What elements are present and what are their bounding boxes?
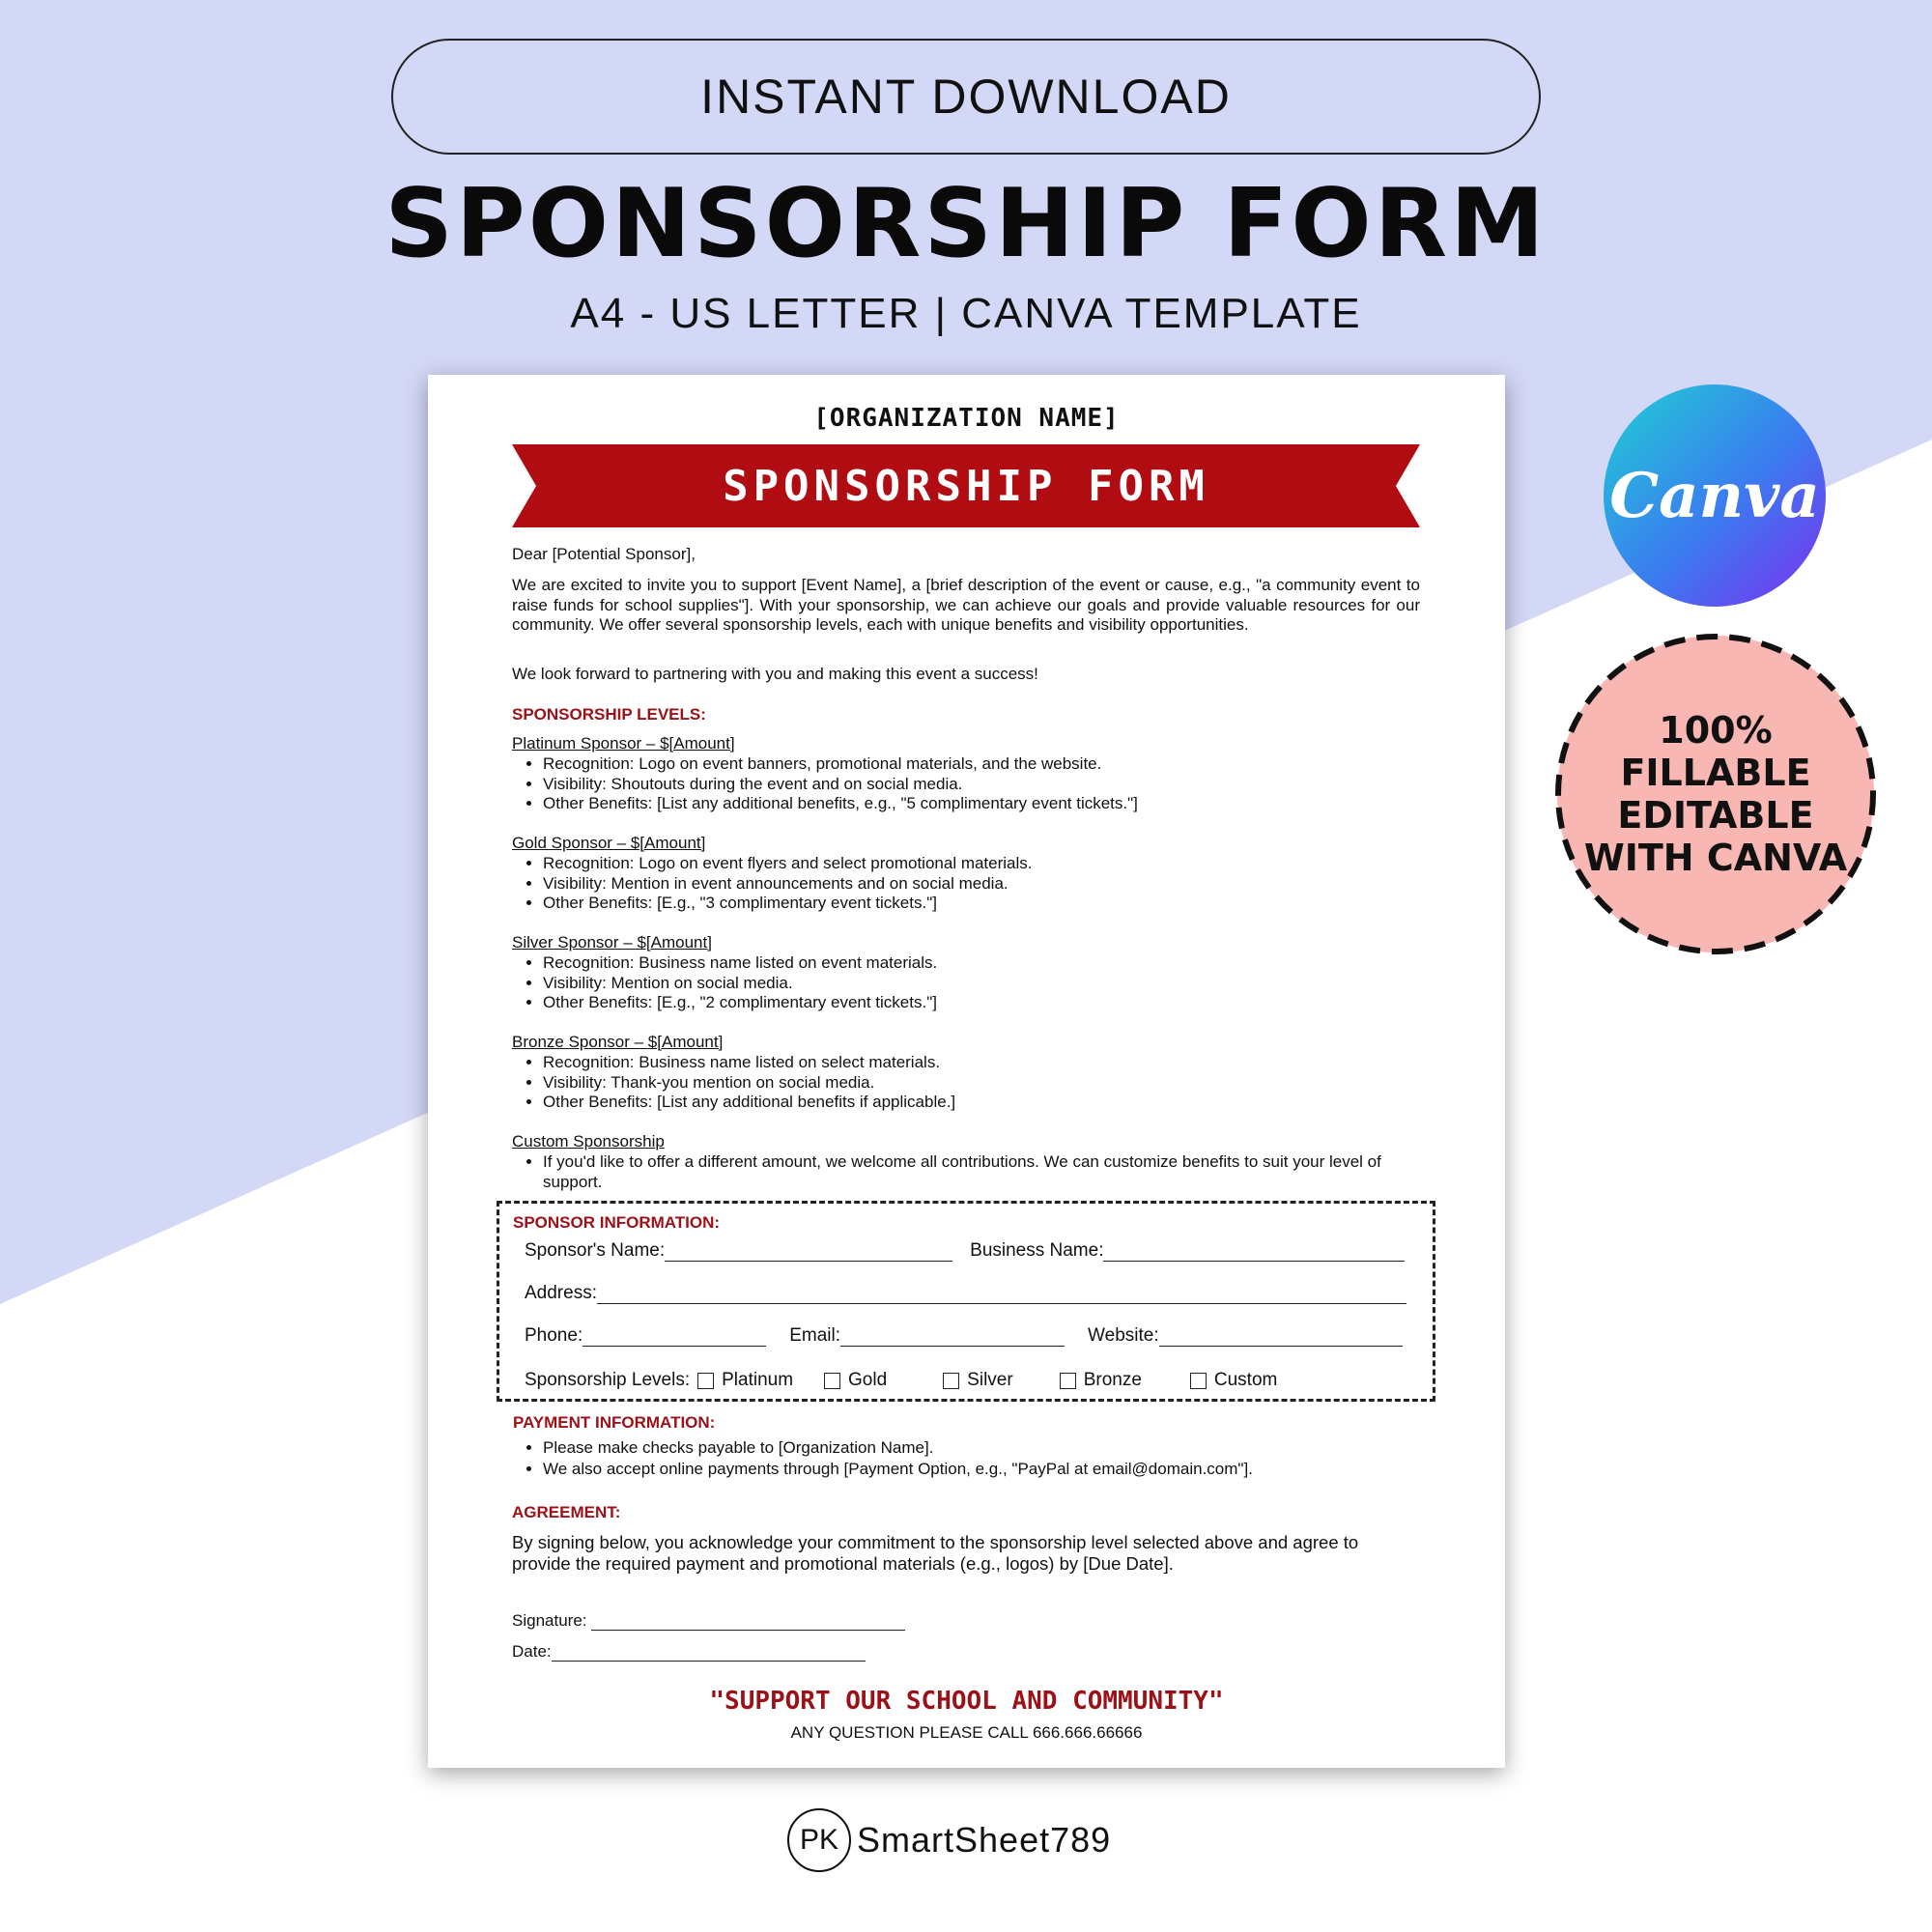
checkbox-silver[interactable] [943, 1370, 1013, 1391]
sponsor-info-heading: SPONSOR INFORMATION: [513, 1213, 721, 1232]
address-label: Address: [525, 1283, 597, 1303]
instant-download-pill [391, 39, 1541, 155]
checkbox-square[interactable] [943, 1373, 959, 1389]
sponsor-name-label: Sponsor's Name: [525, 1240, 666, 1261]
level-title-gold: Gold Sponsor – $[Amount] [512, 834, 706, 852]
main-title: SPONSORSHIP FORM [384, 169, 1548, 279]
phone-field[interactable] [582, 1327, 766, 1347]
payment-list [512, 1437, 1401, 1480]
banner-title: SPONSORSHIP FORM [723, 461, 1209, 511]
date-field[interactable] [552, 1642, 866, 1662]
level-title-platinum: Platinum Sponsor – $[Amount] [512, 734, 735, 753]
sponsor-name-field[interactable] [665, 1242, 952, 1262]
checkbox-square[interactable] [1190, 1373, 1207, 1389]
checkbox-label: Silver [967, 1370, 1013, 1390]
slogan: "SUPPORT OUR SCHOOL AND COMMUNITY" [709, 1687, 1224, 1716]
form-page [428, 375, 1505, 1768]
levels-heading: SPONSORSHIP LEVELS: [512, 705, 706, 724]
phone-label: Phone: [525, 1325, 583, 1346]
checkbox-platinum[interactable] [697, 1370, 793, 1391]
level-list-bronze [512, 1053, 1401, 1113]
checkbox-square[interactable] [697, 1373, 714, 1389]
level-list-silver [512, 953, 1401, 1013]
sponsorship-levels-row [525, 1370, 1277, 1391]
organization-name: [ORGANIZATION NAME] [813, 404, 1120, 433]
list-item: • Other Benefits: [E.g., "3 complimentary event tickets."] [543, 894, 1401, 914]
level-list-platinum [512, 754, 1401, 814]
badge-line: WITH CANVA [1583, 837, 1848, 879]
address-field[interactable] [597, 1285, 1406, 1304]
list-item: • Visibility: Mention on social media. [543, 974, 1401, 994]
list-item: • Recognition: Logo on event banners, promotional materials, and the website. [543, 754, 1401, 775]
business-name-field[interactable] [1103, 1242, 1405, 1262]
badge-line: 100% [1659, 709, 1773, 752]
email-field[interactable] [840, 1327, 1065, 1347]
list-item: • Other Benefits: [List any additional benefits if applicable.] [543, 1093, 1401, 1113]
list-item: • We also accept online payments through [Payment Option, e.g., "PayPal at email@domain.com"]. [543, 1459, 1401, 1480]
level-title-silver: Silver Sponsor – $[Amount] [512, 933, 712, 952]
closing-line: We look forward to partnering with you and making this event a success! [512, 665, 1038, 683]
signature-label: Signature: [512, 1611, 587, 1630]
list-item: • Please make checks payable to [Organization Name]. [543, 1437, 1401, 1459]
list-item: • Other Benefits: [E.g., "2 complimentary event tickets."] [543, 993, 1401, 1013]
checkbox-label: Bronze [1083, 1370, 1142, 1390]
checkbox-label: Gold [848, 1370, 888, 1390]
list-item: • Visibility: Thank-you mention on social media. [543, 1073, 1401, 1094]
checkbox-square[interactable] [1060, 1373, 1076, 1389]
date-row [512, 1642, 866, 1662]
checkbox-label: Platinum [722, 1370, 794, 1390]
agreement-text: By signing below, you acknowledge your commitment to the sponsorship level selected above and agree to provide the required payment and promotional materials (e.g., logos) by [Due Date]. [512, 1532, 1359, 1574]
pk-logo-icon [787, 1808, 851, 1872]
canva-logo-badge [1604, 384, 1826, 607]
business-name-label: Business Name: [970, 1240, 1104, 1261]
list-item: • Other Benefits: [List any additional benefits, e.g., "5 complimentary event tickets."] [543, 794, 1401, 814]
brand-footer [787, 1808, 1111, 1872]
checkbox-gold[interactable] [824, 1370, 887, 1391]
level-list-custom [512, 1152, 1401, 1192]
contact-row [525, 1325, 1403, 1347]
email-label: Email: [789, 1325, 841, 1346]
checkbox-square[interactable] [824, 1373, 840, 1389]
level-title-bronze: Bronze Sponsor – $[Amount] [512, 1033, 724, 1051]
levels-label: Sponsorship Levels: [525, 1370, 691, 1390]
signature-row [512, 1611, 905, 1631]
pill-label: INSTANT DOWNLOAD [700, 70, 1232, 124]
checkbox-custom[interactable] [1190, 1370, 1277, 1391]
badge-line: EDITABLE [1617, 794, 1814, 837]
subtitle: A4 - US LETTER | CANVA TEMPLATE [570, 290, 1362, 337]
signature-field[interactable] [591, 1611, 905, 1631]
list-item: • Recognition: Business name listed on event materials. [543, 953, 1401, 974]
canva-logo-text: Canva [1609, 459, 1820, 532]
list-item: • Visibility: Mention in event announcements and on social media. [543, 874, 1401, 895]
level-list-gold [512, 854, 1401, 914]
checkbox-bronze[interactable] [1060, 1370, 1142, 1391]
sponsor-name-row [525, 1240, 1405, 1262]
contact-line: ANY QUESTION PLEASE CALL 666.666.66666 [790, 1723, 1143, 1742]
list-item: • Visibility: Shoutouts during the event and on social media. [543, 775, 1401, 795]
checkbox-label: Custom [1213, 1370, 1278, 1390]
greeting: Dear [Potential Sponsor], [512, 545, 696, 563]
website-field[interactable] [1159, 1327, 1403, 1347]
list-item: • If you'd like to offer a different amount, we welcome all contributions. We can customize benefits to suit your level of support. [543, 1152, 1401, 1192]
brand-logo-text: PK [799, 1824, 839, 1856]
brand-name: SmartSheet789 [857, 1820, 1112, 1860]
badge-line: FILLABLE [1620, 752, 1811, 794]
payment-heading: PAYMENT INFORMATION: [513, 1413, 716, 1432]
level-title-custom: Custom Sponsorship [512, 1132, 665, 1151]
intro-paragraph: We are excited to invite you to support [Event Name], a [brief description of the event or cause, e.g., "a community event to raise funds for school supplies"]. With your sponsorship, we can achieve our goals and provide valuable resources for our community. We offer several sponsorship levels, each with unique benefits and visibility opportunities. [512, 576, 1420, 634]
website-label: Website: [1088, 1325, 1159, 1346]
list-item: • Recognition: Logo on event flyers and select promotional materials. [543, 854, 1401, 874]
list-item: • Recognition: Business name listed on select materials. [543, 1053, 1401, 1073]
fillable-badge-dashed-ring [1553, 632, 1878, 956]
agreement-heading: AGREEMENT: [512, 1503, 621, 1521]
date-label: Date: [512, 1642, 552, 1661]
address-row [525, 1283, 1406, 1304]
